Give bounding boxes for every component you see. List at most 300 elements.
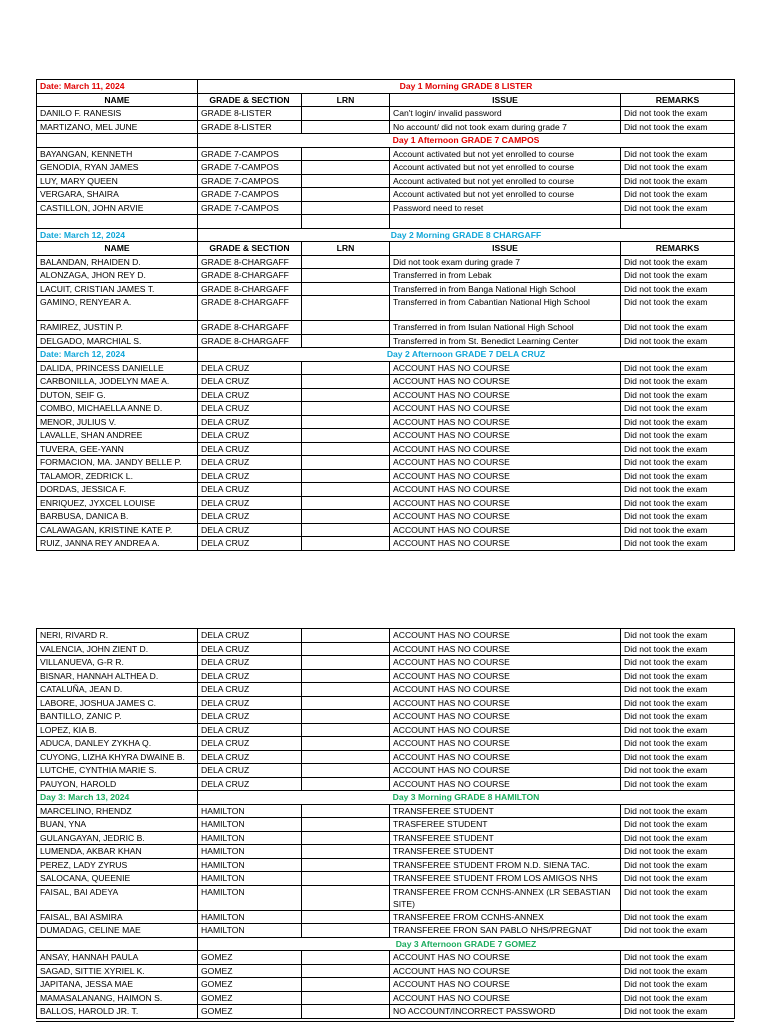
name-cell: TUVERA, GEE-YANN (37, 442, 198, 456)
table-row (37, 642, 735, 656)
remarks-cell: Did not took the exam (621, 951, 735, 965)
remarks-cell: Did not took the exam (621, 750, 735, 764)
name-cell: BAYANGAN, KENNETH (37, 147, 198, 161)
grade-section-cell: DELA CRUZ (198, 442, 302, 456)
column-header-remarks: REMARKS (621, 93, 735, 107)
name-cell: NERI, RIVARD R. (37, 629, 198, 643)
remarks-cell: Did not took the exam (621, 831, 735, 845)
table-row (37, 174, 735, 188)
name-cell: CALAWAGAN, KRISTINE KATE P. (37, 523, 198, 537)
lrn-cell (302, 282, 390, 296)
remarks-cell: Did not took the exam (621, 991, 735, 1005)
grade-section-cell: GRADE 8-CHARGAFF (198, 334, 302, 348)
table-row (37, 107, 735, 121)
blank-cell (37, 215, 198, 229)
grade-section-cell: HAMILTON (198, 845, 302, 859)
grade-section-cell: HAMILTON (198, 818, 302, 832)
remarks-cell: Did not took the exam (621, 388, 735, 402)
grade-section-cell: GRADE 8-LISTER (198, 120, 302, 134)
section-date: Date: March 12, 2024 (37, 228, 198, 242)
remarks-cell: Did not took the exam (621, 483, 735, 497)
remarks-cell: Did not took the exam (621, 1005, 735, 1019)
lrn-cell (302, 321, 390, 335)
grade-section-cell: DELA CRUZ (198, 777, 302, 791)
remarks-cell: Did not took the exam (621, 858, 735, 872)
remarks-cell: Did not took the exam (621, 804, 735, 818)
grade-section-cell: DELA CRUZ (198, 496, 302, 510)
table-row (37, 750, 735, 764)
issue-cell: Account activated but not yet enrolled to course (390, 147, 621, 161)
grade-section-cell: GOMEZ (198, 991, 302, 1005)
lrn-cell (302, 804, 390, 818)
lrn-cell (302, 669, 390, 683)
issue-cell: ACCOUNT HAS NO COURSE (390, 469, 621, 483)
issue-cell: ACCOUNT HAS NO COURSE (390, 737, 621, 751)
section-date (37, 937, 198, 951)
section-title: Day 3 Morning GRADE 8 HAMILTON (198, 791, 735, 805)
table-row (37, 361, 735, 375)
section-date: Day 3: March 13, 2024 (37, 791, 198, 805)
table-row (37, 161, 735, 175)
section-header-row (37, 348, 735, 362)
remarks-cell: Did not took the exam (621, 321, 735, 335)
column-header-remarks: REMARKS (621, 242, 735, 256)
lrn-cell (302, 683, 390, 697)
issue-cell: ACCOUNT HAS NO COURSE (390, 777, 621, 791)
issue-cell: Did not took exam during grade 7 (390, 255, 621, 269)
remarks-cell: Did not took the exam (621, 537, 735, 551)
remarks-cell: Did not took the exam (621, 334, 735, 348)
grade-section-cell: GRADE 7-CAMPOS (198, 188, 302, 202)
name-cell: DUTON, SEIF G. (37, 388, 198, 402)
column-header-row (37, 242, 735, 256)
name-cell: DANILO F. RANESIS (37, 107, 198, 121)
remarks-cell: Did not took the exam (621, 777, 735, 791)
issue-cell: ACCOUNT HAS NO COURSE (390, 642, 621, 656)
table-row (37, 951, 735, 965)
lrn-cell (302, 375, 390, 389)
report-table-page-2 (36, 628, 735, 1019)
remarks-cell: Did not took the exam (621, 710, 735, 724)
table-row (37, 872, 735, 886)
grade-section-cell: DELA CRUZ (198, 764, 302, 778)
grade-section-cell: HAMILTON (198, 872, 302, 886)
issue-cell: ACCOUNT HAS NO COURSE (390, 964, 621, 978)
remarks-cell: Did not took the exam (621, 201, 735, 215)
name-cell: RUIZ, JANNA REY ANDREA A. (37, 537, 198, 551)
section-title: Day 2 Morning GRADE 8 CHARGAFF (198, 228, 735, 242)
table-row (37, 537, 735, 551)
name-cell: CATALUÑA, JEAN D. (37, 683, 198, 697)
table-row (37, 777, 735, 791)
remarks-cell: Did not took the exam (621, 442, 735, 456)
lrn-cell (302, 710, 390, 724)
lrn-cell (302, 537, 390, 551)
table-row (37, 429, 735, 443)
lrn-cell (302, 296, 390, 321)
name-cell: DELGADO, MARCHIAL S. (37, 334, 198, 348)
table-row (37, 696, 735, 710)
name-cell: FAISAL, BAI ADEYA (37, 885, 198, 910)
table-row (37, 764, 735, 778)
table-row (37, 147, 735, 161)
grade-section-cell: DELA CRUZ (198, 710, 302, 724)
grade-section-cell: DELA CRUZ (198, 483, 302, 497)
lrn-cell (302, 910, 390, 924)
lrn-cell (302, 456, 390, 470)
grade-section-cell: DELA CRUZ (198, 429, 302, 443)
name-cell: GULANGAYAN, JEDRIC B. (37, 831, 198, 845)
issue-cell: ACCOUNT HAS NO COURSE (390, 402, 621, 416)
lrn-cell (302, 174, 390, 188)
table-row (37, 456, 735, 470)
section-header-row (37, 80, 735, 94)
table-row (37, 845, 735, 859)
name-cell: ENRIQUEZ, JYXCEL LOUISE (37, 496, 198, 510)
section-header-row (37, 228, 735, 242)
table-row (37, 656, 735, 670)
table-row (37, 991, 735, 1005)
issue-cell: ACCOUNT HAS NO COURSE (390, 978, 621, 992)
section-title: Day 3 Afternoon GRADE 7 GOMEZ (198, 937, 735, 951)
issue-cell: ACCOUNT HAS NO COURSE (390, 629, 621, 643)
lrn-cell (302, 1005, 390, 1019)
lrn-cell (302, 415, 390, 429)
lrn-cell (302, 964, 390, 978)
issue-cell: ACCOUNT HAS NO COURSE (390, 429, 621, 443)
grade-section-cell: GRADE 8-LISTER (198, 107, 302, 121)
issue-cell: TRANSFEREE STUDENT (390, 804, 621, 818)
issue-cell: Account activated but not yet enrolled to course (390, 161, 621, 175)
grade-section-cell: GRADE 7-CAMPOS (198, 201, 302, 215)
lrn-cell (302, 978, 390, 992)
grade-section-cell: DELA CRUZ (198, 669, 302, 683)
grade-section-cell: HAMILTON (198, 910, 302, 924)
remarks-cell: Did not took the exam (621, 737, 735, 751)
name-cell: MARTIZANO, MEL JUNE (37, 120, 198, 134)
grade-section-cell: DELA CRUZ (198, 629, 302, 643)
issue-cell: ACCOUNT HAS NO COURSE (390, 723, 621, 737)
remarks-cell: Did not took the exam (621, 188, 735, 202)
section-header-row (37, 937, 735, 951)
lrn-cell (302, 188, 390, 202)
column-header-issue: ISSUE (390, 242, 621, 256)
remarks-cell: Did not took the exam (621, 402, 735, 416)
table-row (37, 964, 735, 978)
issue-cell: TRANSFEREE FRON SAN PABLO NHS/PREGNAT (390, 924, 621, 938)
blank-cell (390, 215, 621, 229)
grade-section-cell: HAMILTON (198, 924, 302, 938)
issue-cell: TRANSFEREE STUDENT (390, 831, 621, 845)
grade-section-cell: GOMEZ (198, 1005, 302, 1019)
table-row (37, 255, 735, 269)
grade-section-cell: DELA CRUZ (198, 523, 302, 537)
section-date: Date: March 11, 2024 (37, 80, 198, 94)
table-row (37, 375, 735, 389)
name-cell: DORDAS, JESSICA F. (37, 483, 198, 497)
table-row (37, 402, 735, 416)
lrn-cell (302, 334, 390, 348)
lrn-cell (302, 951, 390, 965)
grade-section-cell: GRADE 8-CHARGAFF (198, 296, 302, 321)
issue-cell: Transferred in from Isulan National High School (390, 321, 621, 335)
remarks-cell: Did not took the exam (621, 723, 735, 737)
issue-cell: NO ACCOUNT/INCORRECT PASSWORD (390, 1005, 621, 1019)
remarks-cell: Did not took the exam (621, 161, 735, 175)
remarks-cell: Did not took the exam (621, 174, 735, 188)
lrn-cell (302, 388, 390, 402)
name-cell: TALAMOR, ZEDRICK L. (37, 469, 198, 483)
table-row (37, 282, 735, 296)
table-row (37, 321, 735, 335)
lrn-cell (302, 656, 390, 670)
table-row (37, 804, 735, 818)
remarks-cell: Did not took the exam (621, 523, 735, 537)
grade-section-cell: DELA CRUZ (198, 361, 302, 375)
remarks-cell: Did not took the exam (621, 642, 735, 656)
remarks-cell: Did not took the exam (621, 361, 735, 375)
section-header-row (37, 134, 735, 148)
section-date: Date: March 12, 2024 (37, 348, 198, 362)
grade-section-cell: DELA CRUZ (198, 469, 302, 483)
column-header-lrn: LRN (302, 93, 390, 107)
grade-section-cell: GRADE 8-CHARGAFF (198, 269, 302, 283)
lrn-cell (302, 991, 390, 1005)
grade-section-cell: DELA CRUZ (198, 510, 302, 524)
issue-cell: ACCOUNT HAS NO COURSE (390, 375, 621, 389)
name-cell: MAMASALANANG, HAIMON S. (37, 991, 198, 1005)
issue-cell: Password need to reset (390, 201, 621, 215)
remarks-cell: Did not took the exam (621, 375, 735, 389)
blank-cell (621, 215, 735, 229)
remarks-cell: Did not took the exam (621, 872, 735, 886)
issue-cell: ACCOUNT HAS NO COURSE (390, 750, 621, 764)
name-cell: FORMACION, MA. JANDY BELLE P. (37, 456, 198, 470)
name-cell: PEREZ, LADY ZYRUS (37, 858, 198, 872)
table-row (37, 483, 735, 497)
issue-cell: Transferred in from Lebak (390, 269, 621, 283)
name-cell: GAMINO, RENYEAR A. (37, 296, 198, 321)
table-row (37, 415, 735, 429)
name-cell: DALIDA, PRINCESS DANIELLE (37, 361, 198, 375)
blank-cell (198, 215, 302, 229)
grade-section-cell: HAMILTON (198, 885, 302, 910)
grade-section-cell: DELA CRUZ (198, 537, 302, 551)
name-cell: PAUYON, HAROLD (37, 777, 198, 791)
lrn-cell (302, 723, 390, 737)
remarks-cell: Did not took the exam (621, 696, 735, 710)
issue-cell: ACCOUNT HAS NO COURSE (390, 696, 621, 710)
remarks-cell: Did not took the exam (621, 978, 735, 992)
remarks-cell: Did not took the exam (621, 456, 735, 470)
table-row (37, 669, 735, 683)
remarks-cell: Did not took the exam (621, 924, 735, 938)
lrn-cell (302, 201, 390, 215)
issue-cell: ACCOUNT HAS NO COURSE (390, 764, 621, 778)
table-row (37, 723, 735, 737)
grade-section-cell: DELA CRUZ (198, 415, 302, 429)
name-cell: LABORE, JOSHUA JAMES C. (37, 696, 198, 710)
name-cell: BALANDAN, RHAIDEN D. (37, 255, 198, 269)
table-row (37, 818, 735, 832)
remarks-cell: Did not took the exam (621, 885, 735, 910)
remarks-cell: Did not took the exam (621, 964, 735, 978)
remarks-cell: Did not took the exam (621, 845, 735, 859)
table-row (37, 120, 735, 134)
name-cell: ANSAY, HANNAH PAULA (37, 951, 198, 965)
issue-cell: ACCOUNT HAS NO COURSE (390, 537, 621, 551)
table-row (37, 496, 735, 510)
grade-section-cell: GOMEZ (198, 978, 302, 992)
name-cell: JAPITANA, JESSA MAE (37, 978, 198, 992)
remarks-cell: Did not took the exam (621, 764, 735, 778)
lrn-cell (302, 429, 390, 443)
name-cell: RAMIREZ, JUSTIN P. (37, 321, 198, 335)
grade-section-cell: GRADE 7-CAMPOS (198, 161, 302, 175)
table-row (37, 1005, 735, 1019)
issue-cell: ACCOUNT HAS NO COURSE (390, 656, 621, 670)
issue-cell: ACCOUNT HAS NO COURSE (390, 669, 621, 683)
table-row (37, 683, 735, 697)
name-cell: LOPEZ, KIA B. (37, 723, 198, 737)
lrn-cell (302, 161, 390, 175)
grade-section-cell: DELA CRUZ (198, 750, 302, 764)
issue-cell: ACCOUNT HAS NO COURSE (390, 523, 621, 537)
lrn-cell (302, 818, 390, 832)
name-cell: FAISAL, BAI ASMIRA (37, 910, 198, 924)
remarks-cell: Did not took the exam (621, 296, 735, 321)
table-row (37, 188, 735, 202)
name-cell: CASTILLON, JOHN ARVIE (37, 201, 198, 215)
issue-cell: ACCOUNT HAS NO COURSE (390, 483, 621, 497)
issue-cell: TRANSFEREE FROM CCNHS-ANNEX (LR SEBASTIAN SITE) (390, 885, 621, 910)
name-cell: LUTCHE, CYNTHIA MARIE S. (37, 764, 198, 778)
table-row (37, 629, 735, 643)
section-title: Day 1 Afternoon GRADE 7 CAMPOS (198, 134, 735, 148)
issue-cell: Account activated but not yet enrolled to course (390, 174, 621, 188)
name-cell: LUMENDA, AKBAR KHAN (37, 845, 198, 859)
lrn-cell (302, 469, 390, 483)
issue-cell: ACCOUNT HAS NO COURSE (390, 456, 621, 470)
issue-cell: No account/ did not took exam during grade 7 (390, 120, 621, 134)
lrn-cell (302, 642, 390, 656)
lrn-cell (302, 872, 390, 886)
issue-cell: ACCOUNT HAS NO COURSE (390, 991, 621, 1005)
issue-cell: ACCOUNT HAS NO COURSE (390, 415, 621, 429)
remarks-cell: Did not took the exam (621, 629, 735, 643)
grade-section-cell: HAMILTON (198, 858, 302, 872)
remarks-cell: Did not took the exam (621, 469, 735, 483)
table-row (37, 469, 735, 483)
lrn-cell (302, 924, 390, 938)
grade-section-cell: HAMILTON (198, 831, 302, 845)
remarks-cell: Did not took the exam (621, 683, 735, 697)
table-row (37, 831, 735, 845)
issue-cell: ACCOUNT HAS NO COURSE (390, 361, 621, 375)
name-cell: CARBONILLA, JODELYN MAE A. (37, 375, 198, 389)
issue-cell: TRANSFEREE STUDENT FROM LOS AMIGOS NHS (390, 872, 621, 886)
grade-section-cell: DELA CRUZ (198, 642, 302, 656)
remarks-cell: Did not took the exam (621, 429, 735, 443)
grade-section-cell: GRADE 7-CAMPOS (198, 174, 302, 188)
lrn-cell (302, 737, 390, 751)
remarks-cell: Did not took the exam (621, 496, 735, 510)
table-continuation-rule (36, 1021, 734, 1022)
table-row (37, 334, 735, 348)
lrn-cell (302, 361, 390, 375)
lrn-cell (302, 845, 390, 859)
name-cell: BANTILLO, ZANIC P. (37, 710, 198, 724)
report-table-body-1 (37, 80, 735, 551)
name-cell: GENODIA, RYAN JAMES (37, 161, 198, 175)
name-cell: MARCELINO, RHENDZ (37, 804, 198, 818)
issue-cell: ACCOUNT HAS NO COURSE (390, 496, 621, 510)
lrn-cell (302, 120, 390, 134)
issue-cell: ACCOUNT HAS NO COURSE (390, 951, 621, 965)
remarks-cell: Did not took the exam (621, 120, 735, 134)
table-row (37, 388, 735, 402)
name-cell: VILLANUEVA, G-R R. (37, 656, 198, 670)
lrn-cell (302, 147, 390, 161)
remarks-cell: Did not took the exam (621, 269, 735, 283)
table-row (37, 910, 735, 924)
grade-section-cell: GRADE 8-CHARGAFF (198, 282, 302, 296)
lrn-cell (302, 764, 390, 778)
section-header-row (37, 791, 735, 805)
issue-cell: TRASFEREE STUDENT (390, 818, 621, 832)
lrn-cell (302, 510, 390, 524)
lrn-cell (302, 402, 390, 416)
name-cell: LUY, MARY QUEEN (37, 174, 198, 188)
grade-section-cell: GOMEZ (198, 964, 302, 978)
issue-cell: ACCOUNT HAS NO COURSE (390, 510, 621, 524)
issue-cell: TRANSFEREE STUDENT (390, 845, 621, 859)
grade-section-cell: DELA CRUZ (198, 402, 302, 416)
lrn-cell (302, 442, 390, 456)
lrn-cell (302, 831, 390, 845)
grade-section-cell: DELA CRUZ (198, 696, 302, 710)
lrn-cell (302, 483, 390, 497)
name-cell: BISNAR, HANNAH ALTHEA D. (37, 669, 198, 683)
lrn-cell (302, 523, 390, 537)
grade-section-cell: DELA CRUZ (198, 683, 302, 697)
remarks-cell: Did not took the exam (621, 656, 735, 670)
table-row (37, 710, 735, 724)
grade-section-cell: DELA CRUZ (198, 723, 302, 737)
grade-section-cell: GRADE 7-CAMPOS (198, 147, 302, 161)
issue-cell: ACCOUNT HAS NO COURSE (390, 442, 621, 456)
issue-cell: TRANSFEREE STUDENT FROM N.D. SIENA TAC. (390, 858, 621, 872)
issue-cell: ACCOUNT HAS NO COURSE (390, 710, 621, 724)
grade-section-cell: DELA CRUZ (198, 737, 302, 751)
column-header-issue: ISSUE (390, 93, 621, 107)
lrn-cell (302, 750, 390, 764)
table-row (37, 924, 735, 938)
lrn-cell (302, 107, 390, 121)
column-header-name: NAME (37, 93, 198, 107)
table-row (37, 201, 735, 215)
name-cell: ADUCA, DANLEY ZYKHA Q. (37, 737, 198, 751)
table-row (37, 737, 735, 751)
report-table-page-1 (36, 79, 735, 551)
name-cell: SAGAD, SITTIE XYRIEL K. (37, 964, 198, 978)
blank-row (37, 215, 735, 229)
remarks-cell: Did not took the exam (621, 282, 735, 296)
grade-section-cell: DELA CRUZ (198, 656, 302, 670)
lrn-cell (302, 777, 390, 791)
report-table-body-2 (37, 629, 735, 1019)
issue-cell: Transferred in from Banga National High School (390, 282, 621, 296)
